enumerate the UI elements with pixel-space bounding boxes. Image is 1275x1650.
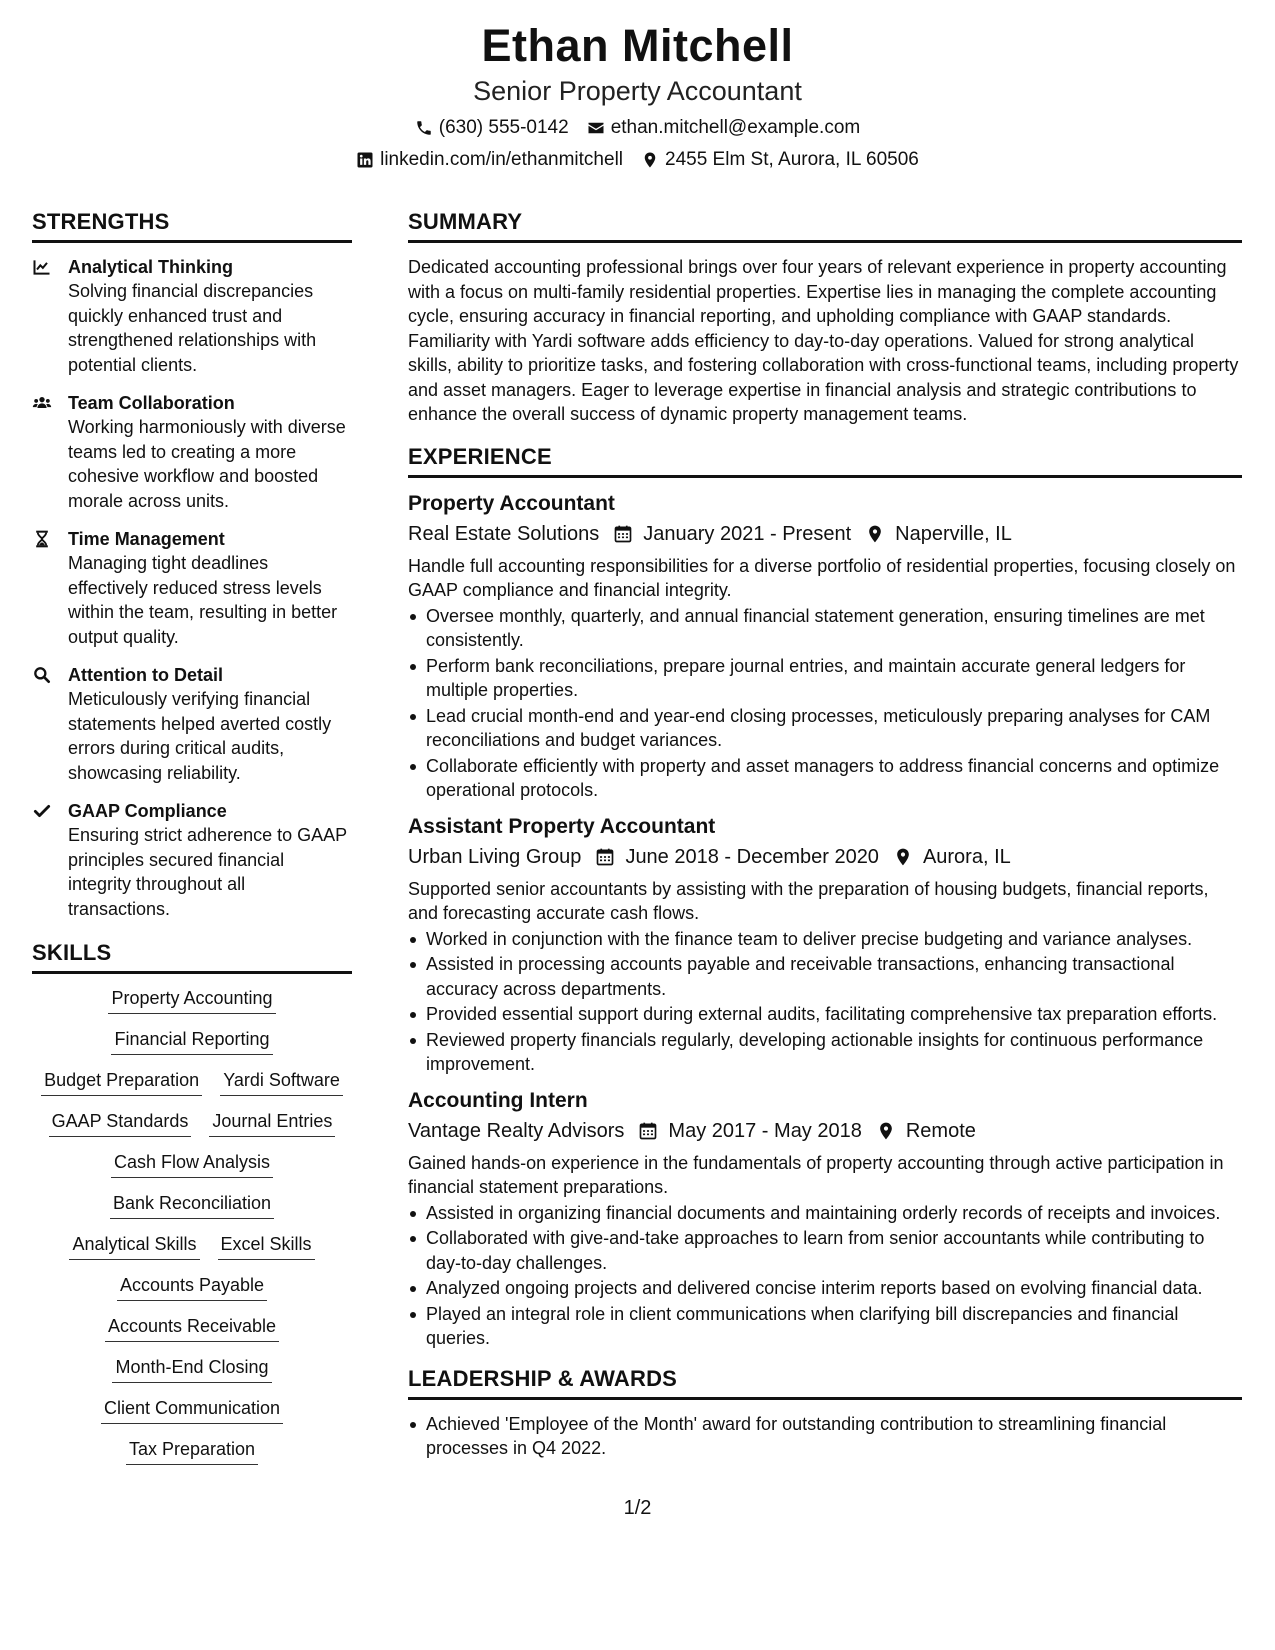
leadership-heading: LEADERSHIP & AWARDS xyxy=(408,1365,1242,1400)
candidate-name: Ethan Mitchell xyxy=(481,20,794,71)
check-icon xyxy=(32,801,52,821)
candidate-title: Senior Property Accountant xyxy=(473,76,802,106)
bullet-item: Assisted in organizing financial documents and maintaining orderly records of receipts and invoices. xyxy=(408,1201,1242,1226)
skills-row xyxy=(32,1109,352,1137)
job-title: Assistant Property Accountant xyxy=(408,814,716,838)
envelope-icon xyxy=(587,119,605,137)
job-dates xyxy=(638,1117,861,1145)
linkedin-icon xyxy=(356,151,374,169)
skill-tag: Excel Skills xyxy=(218,1232,315,1260)
skills-row xyxy=(32,986,352,1014)
job-description: Gained hands-on experience in the fundamentals of property accounting through active participation in financial statement preparations. xyxy=(408,1152,1224,1197)
job-dates-text: June 2018 - December 2020 xyxy=(625,845,879,868)
skill-tag: Analytical Skills xyxy=(69,1232,199,1260)
job-location xyxy=(893,843,1011,871)
map-pin-icon xyxy=(876,1121,896,1141)
leadership-bullets xyxy=(408,1412,1242,1461)
summary-heading: SUMMARY xyxy=(408,208,1242,243)
strength-description: Ensuring strict adherence to GAAP principles secured financial integrity throughout all transactions. xyxy=(68,825,347,919)
job-dates xyxy=(613,520,851,548)
users-icon xyxy=(32,393,52,413)
skill-tag: Financial Reporting xyxy=(111,1027,272,1055)
skill-tag: Bank Reconciliation xyxy=(110,1191,274,1219)
strength-title: Analytical Thinking xyxy=(68,257,234,277)
skill-tag: Accounts Payable xyxy=(117,1273,267,1301)
strength-description: Working harmoniously with diverse teams led to creating a more cohesive workflow and boosted morale across units. xyxy=(68,417,346,511)
strengths-heading: STRENGTHS xyxy=(32,208,352,243)
job-bullets xyxy=(408,927,1242,1077)
skills-heading: SKILLS xyxy=(32,939,352,974)
page-number: 1/2 xyxy=(623,1497,652,1519)
map-pin-icon xyxy=(865,524,885,544)
skill-tag: Journal Entries xyxy=(209,1109,335,1137)
phone-contact xyxy=(415,116,569,140)
linkedin-url[interactable]: linkedin.com/in/ethanmitchell xyxy=(380,149,624,170)
job-location xyxy=(865,520,1012,548)
bullet-item: Played an integral role in client communications when clarifying bill discrepancies and financial queries. xyxy=(408,1302,1242,1351)
strength-title: Attention to Detail xyxy=(68,665,223,685)
bullet-item: Assisted in processing accounts payable and receivable transactions, enhancing transactional accuracy across departments. xyxy=(408,952,1242,1001)
job-location xyxy=(876,1117,976,1145)
bullet-item: Perform bank reconciliations, prepare journal entries, and maintain accurate general ledgers for multiple properties. xyxy=(408,654,1242,703)
email-contact[interactable] xyxy=(587,116,861,140)
job-entry xyxy=(408,813,1242,1077)
job-dates xyxy=(595,843,879,871)
search-icon xyxy=(32,665,52,685)
contact-row-1 xyxy=(0,116,1275,140)
skill-tag: Budget Preparation xyxy=(41,1068,202,1096)
bullet-item: Oversee monthly, quarterly, and annual financial statement generation, ensuring timelines are met consistently. xyxy=(408,604,1242,653)
hourglass-icon xyxy=(32,529,52,549)
job-company: Real Estate Solutions xyxy=(408,522,600,545)
job-title: Property Accountant xyxy=(408,491,615,515)
strength-description: Managing tight deadlines effectively reduced stress levels within the team, resulting in better output quality. xyxy=(68,553,338,647)
strength-description: Meticulously verifying financial statements helped averted costly errors during critical audits, showcasing reliability. xyxy=(68,689,332,783)
skills-row xyxy=(32,1314,352,1342)
skill-tag: Property Accounting xyxy=(108,986,275,1014)
right-column xyxy=(408,208,1242,1461)
skills-row xyxy=(32,1437,352,1465)
strength-description: Solving financial discrepancies quickly enhanced trust and strengthened relationships with potential clients. xyxy=(68,281,317,375)
job-location-text: Naperville, IL xyxy=(895,522,1012,545)
calendar-icon xyxy=(595,847,615,867)
bullet-item: Worked in conjunction with the finance team to deliver precise budgeting and variance analyses. xyxy=(408,927,1242,952)
strength-item xyxy=(32,391,352,513)
strength-item xyxy=(32,527,352,649)
strength-title: GAAP Compliance xyxy=(68,801,227,821)
job-description: Handle full accounting responsibilities for a diverse portfolio of residential properties, focusing closely on GAAP compliance and financial integrity. xyxy=(408,555,1236,600)
job-meta xyxy=(408,843,1242,871)
skill-tag: Month-End Closing xyxy=(112,1355,271,1383)
job-meta xyxy=(408,520,1242,548)
skills-row xyxy=(32,1150,352,1178)
strength-item xyxy=(32,663,352,785)
job-bullets xyxy=(408,604,1242,803)
job-title: Accounting Intern xyxy=(408,1088,588,1112)
strength-title: Time Management xyxy=(68,529,225,549)
job-meta xyxy=(408,1117,1242,1145)
job-description: Supported senior accountants by assisting with the preparation of housing budgets, financial reports, and forecasting accurate cash flows. xyxy=(408,878,1209,923)
bullet-item: Achieved 'Employee of the Month' award for outstanding contribution to streamlining financial processes in Q4 2022. xyxy=(408,1412,1242,1461)
skills-row xyxy=(32,1232,352,1260)
bullet-item: Collaborate efficiently with property and asset managers to address financial concerns and optimize operational protocols. xyxy=(408,754,1242,803)
phone-number: (630) 555-0142 xyxy=(438,117,569,138)
map-pin-icon xyxy=(893,847,913,867)
skills-row xyxy=(32,1068,352,1096)
calendar-icon xyxy=(638,1121,658,1141)
experience-heading: EXPERIENCE xyxy=(408,443,1242,478)
skill-tag: Client Communication xyxy=(101,1396,283,1424)
skills-row xyxy=(32,1191,352,1219)
summary-text: Dedicated accounting professional brings over four years of relevant experience in property accounting with a focus on multi-family residential properties. Expertise lies in managing the complete accounting cycle, ensuring accuracy in financial reporting, and upholding compliance with GAAP standards. Familiarity with Yardi software adds efficiency to day-to-day operations. Valued for strong analytical skills, ability to prioritize tasks, and fostering collaboration with cross-functional teams, including property and asset managers. Eager to leverage expertise in financial analysis and strategic contributions to enhance the overall success of dynamic property management teams. xyxy=(408,257,1239,424)
phone-icon xyxy=(415,119,433,137)
strength-item xyxy=(32,255,352,377)
bullet-item: Provided essential support during external audits, facilitating comprehensive tax preparation efforts. xyxy=(408,1002,1242,1027)
skill-tag: Yardi Software xyxy=(220,1068,343,1096)
calendar-icon xyxy=(613,524,633,544)
email-address[interactable]: ethan.mitchell@example.com xyxy=(610,117,861,138)
skills-row xyxy=(32,1027,352,1055)
job-entry xyxy=(408,1087,1242,1351)
linkedin-contact[interactable] xyxy=(356,148,623,172)
map-pin-icon xyxy=(641,151,659,169)
job-company: Vantage Realty Advisors xyxy=(408,1119,625,1142)
bullet-item: Analyzed ongoing projects and delivered concise interim reports based on evolving financial data. xyxy=(408,1276,1242,1301)
strength-item xyxy=(32,799,352,921)
skills-list xyxy=(32,986,352,1465)
skills-row xyxy=(32,1273,352,1301)
bullet-item: Reviewed property financials regularly, developing actionable insights for continuous performance improvement. xyxy=(408,1028,1242,1077)
left-column xyxy=(32,208,352,1478)
skill-tag: Tax Preparation xyxy=(126,1437,258,1465)
strength-title: Team Collaboration xyxy=(68,393,235,413)
job-location-text: Aurora, IL xyxy=(922,845,1011,868)
skills-row xyxy=(32,1396,352,1424)
skill-tag: GAAP Standards xyxy=(49,1109,192,1137)
bullet-item: Collaborated with give-and-take approaches to learn from senior accountants while contributing to day-to-day challenges. xyxy=(408,1226,1242,1275)
skill-tag: Accounts Receivable xyxy=(105,1314,279,1342)
job-location-text: Remote xyxy=(905,1119,976,1142)
street-address: 2455 Elm St, Aurora, IL 60506 xyxy=(665,149,919,170)
job-bullets xyxy=(408,1201,1242,1351)
contact-row-2 xyxy=(0,148,1275,172)
job-dates-text: May 2017 - May 2018 xyxy=(668,1119,862,1142)
skill-tag: Cash Flow Analysis xyxy=(111,1150,273,1178)
resume-header xyxy=(0,18,1275,172)
bullet-item: Lead crucial month-end and year-end closing processes, meticulously preparing analyses for CAM reconciliations and budget variances. xyxy=(408,704,1242,753)
job-entry xyxy=(408,490,1242,803)
address-contact xyxy=(641,148,919,172)
job-company: Urban Living Group xyxy=(408,845,582,868)
chart-line-icon xyxy=(32,257,52,277)
skills-row xyxy=(32,1355,352,1383)
job-dates-text: January 2021 - Present xyxy=(643,522,852,545)
